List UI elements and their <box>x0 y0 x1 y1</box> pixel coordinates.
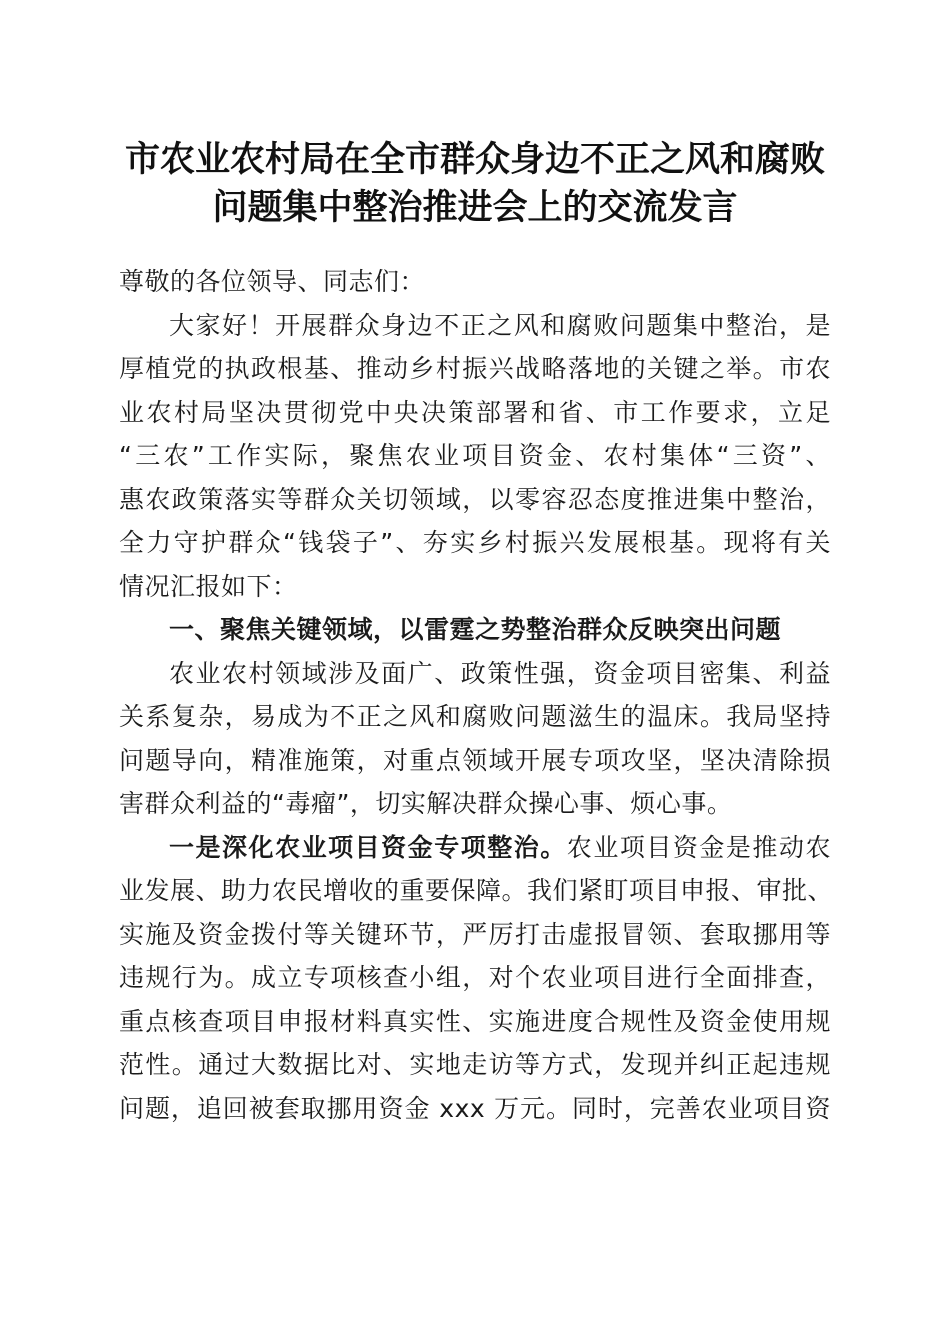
paragraph-1-line-1: 大家好！开展群众身边不正之风和腐败问题集中整治，是 <box>169 310 831 340</box>
paragraph-3-line-7: 问题，追回被套取挪用资金 xxx 万元。同时，完善农业项目资 <box>119 1093 831 1123</box>
paragraph-3-first-rest: 农业项目资金是推动农 <box>566 832 831 862</box>
title-line-1: 市农业农村局在全市群众身边不正之风和腐败 <box>124 139 825 180</box>
paragraph-1-line-7: 情况汇报如下： <box>119 571 298 601</box>
title-line-2: 问题集中整治推进会上的交流发言 <box>212 187 738 228</box>
paragraph-1-line-6: 全力守护群众“钱袋子”、夯实乡村振兴发展根基。现将有关 <box>119 528 831 557</box>
paragraph-3-lead: 一是深化农业项目资金专项整治。 <box>169 832 567 862</box>
document-title <box>0 136 950 232</box>
document-body <box>119 260 834 1130</box>
paragraph-1-line-5: 惠农政策落实等群众关切领域，以零容忍态度推进集中整治， <box>119 484 831 514</box>
section-1-heading: 一、聚焦关键领域，以雷霆之势整治群众反映突出问题 <box>169 615 782 644</box>
paragraph-1-line-3: 业农村局坚决贯彻党中央决策部署和省、市工作要求，立足 <box>119 397 831 427</box>
paragraph-2-line-2: 关系复杂，易成为不正之风和腐败问题滋生的温床。我局坚持 <box>119 702 831 731</box>
paragraph-2-line-1: 农业农村领域涉及面广、政策性强，资金项目密集、利益 <box>169 658 831 688</box>
paragraph-1-line-2: 厚植党的执政根基、推动乡村振兴战略落地的关键之举。市农 <box>119 354 831 383</box>
paragraph-3-line-5: 重点核查项目申报材料真实性、实施进度合规性及资金使用规 <box>119 1006 831 1036</box>
paragraph-3-line-6: 范性。通过大数据比对、实地走访等方式，发现并纠正起违规 <box>119 1050 831 1079</box>
paragraph-3-line-2: 业发展、助力农民增收的重要保障。我们紧盯项目申报、审批、 <box>119 876 834 905</box>
paragraph-3-line-4: 违规行为。成立专项核查小组，对个农业项目进行全面排查， <box>119 963 831 992</box>
paragraph-2-line-4: 害群众利益的“毒瘤”，切实解决群众操心事、烦心事。 <box>119 789 733 818</box>
paragraph-3-line-3: 实施及资金拨付等关键环节，严厉打击虚报冒领、套取挪用等 <box>119 919 831 949</box>
salutation: 尊敬的各位领导、同志们： <box>119 267 426 296</box>
paragraph-1-line-4: “三农”工作实际，聚焦农业项目资金、农村集体“三资”、 <box>119 441 831 470</box>
paragraph-2-line-3: 问题导向，精准施策，对重点领域开展专项攻坚，坚决清除损 <box>119 745 831 775</box>
paragraph-3-line-1 <box>119 826 831 870</box>
